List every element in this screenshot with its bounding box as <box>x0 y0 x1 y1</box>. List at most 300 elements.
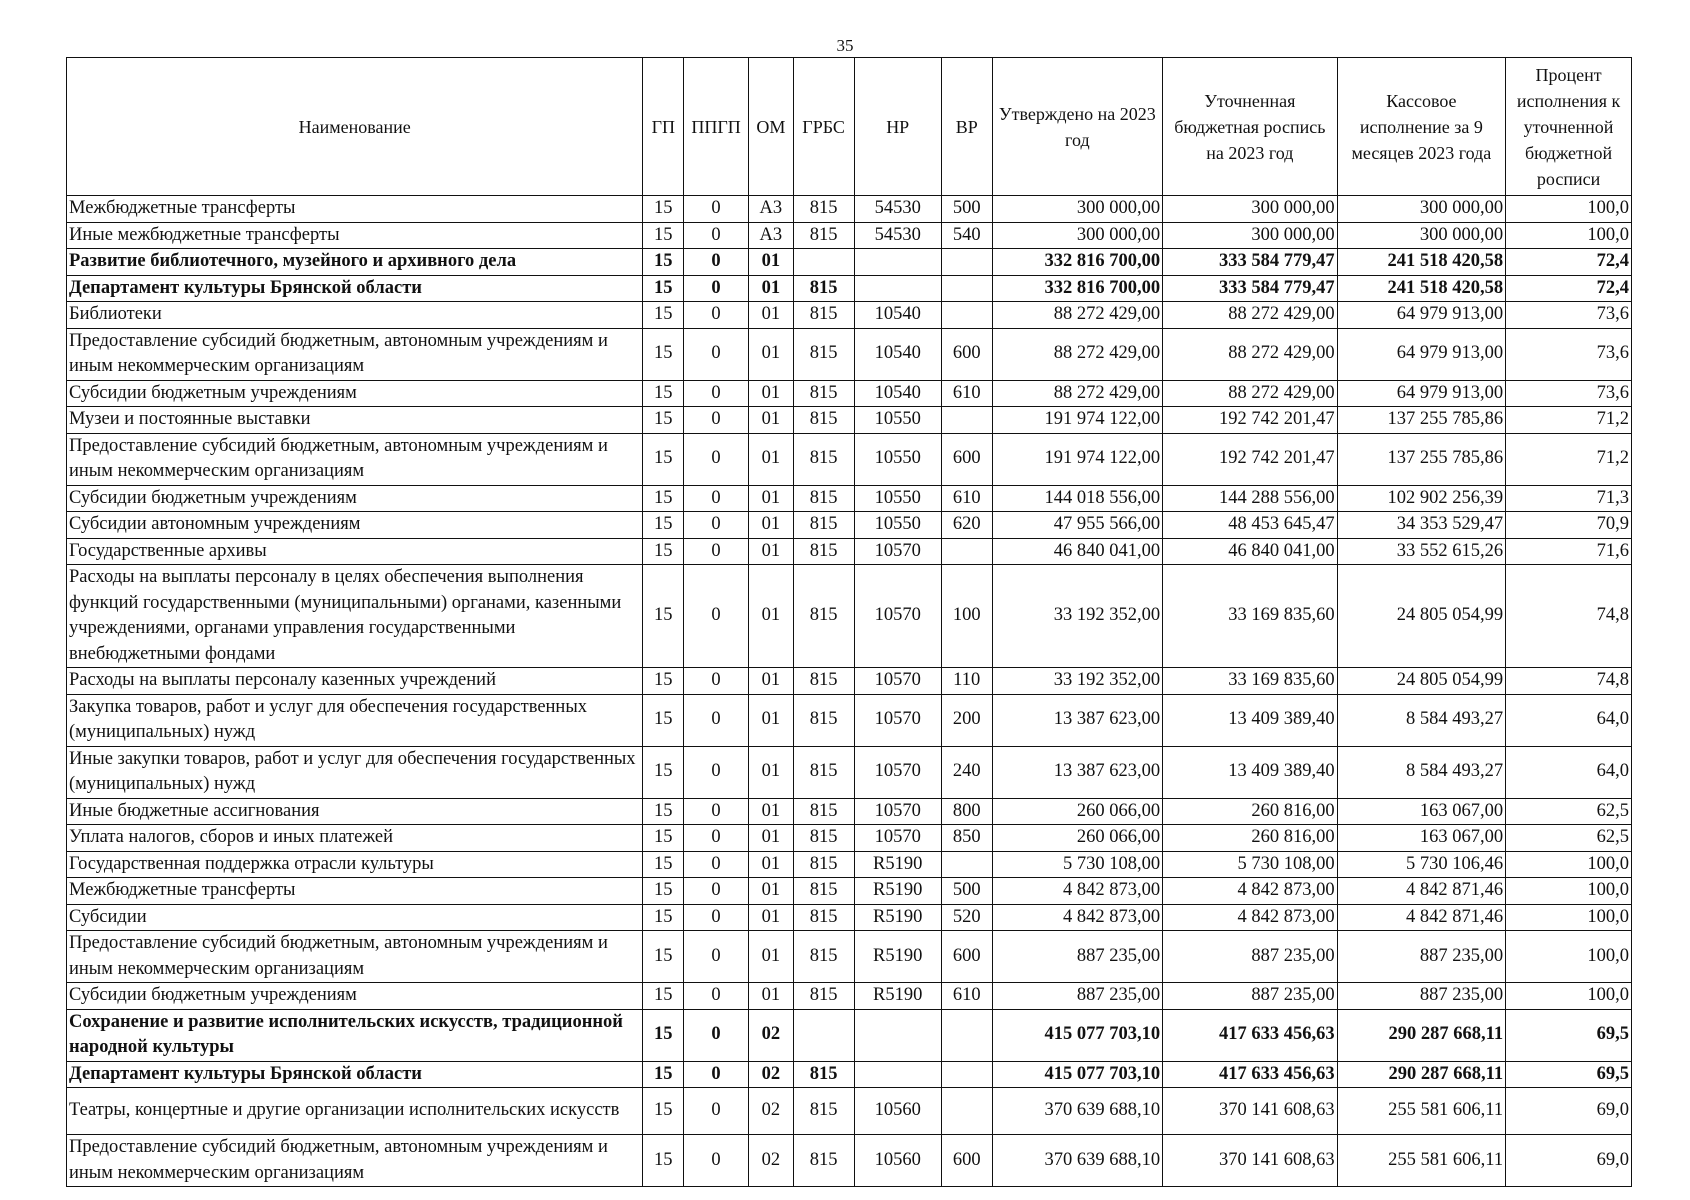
cell-percent: 100,0 <box>1506 983 1632 1010</box>
cell-refined: 88 272 429,00 <box>1163 328 1338 380</box>
table-row <box>67 851 1632 878</box>
cell-nr: R5190 <box>854 983 941 1010</box>
cell-refined: 192 742 201,47 <box>1163 433 1338 485</box>
cell-gp: 15 <box>643 1135 684 1187</box>
cell-percent: 73,6 <box>1506 302 1632 329</box>
table-row <box>67 512 1632 539</box>
cell-nr: R5190 <box>854 878 941 905</box>
cell-percent: 69,5 <box>1506 1009 1632 1061</box>
cell-ppgp: 0 <box>684 746 749 798</box>
cell-grbs: 815 <box>793 1135 854 1187</box>
table-row <box>67 249 1632 276</box>
cell-grbs: 815 <box>793 485 854 512</box>
cell-executed: 8 584 493,27 <box>1337 746 1505 798</box>
cell-approved: 13 387 623,00 <box>992 746 1163 798</box>
cell-om: 01 <box>749 249 794 276</box>
cell-om: 01 <box>749 485 794 512</box>
cell-approved: 5 730 108,00 <box>992 851 1163 878</box>
cell-nr: 10560 <box>854 1135 941 1187</box>
cell-nr: R5190 <box>854 851 941 878</box>
cell-vr: 600 <box>941 931 992 983</box>
cell-grbs: 815 <box>793 196 854 223</box>
cell-refined: 88 272 429,00 <box>1163 380 1338 407</box>
cell-executed: 300 000,00 <box>1337 196 1505 223</box>
table-row <box>67 1088 1632 1135</box>
cell-executed: 64 979 913,00 <box>1337 380 1505 407</box>
cell-executed: 4 842 871,46 <box>1337 904 1505 931</box>
cell-executed: 24 805 054,99 <box>1337 668 1505 695</box>
cell-refined: 33 169 835,60 <box>1163 565 1338 668</box>
cell-approved: 4 842 873,00 <box>992 904 1163 931</box>
cell-approved: 47 955 566,00 <box>992 512 1163 539</box>
cell-gp: 15 <box>643 798 684 825</box>
cell-name: Государственная поддержка отрасли культуры <box>67 851 643 878</box>
header-vr: ВР <box>941 58 992 196</box>
header-refined: Уточненная бюджетная роспись на 2023 год <box>1163 58 1338 196</box>
cell-refined: 260 816,00 <box>1163 825 1338 852</box>
cell-refined: 192 742 201,47 <box>1163 407 1338 434</box>
cell-om: 01 <box>749 433 794 485</box>
cell-om: 01 <box>749 931 794 983</box>
cell-percent: 72,4 <box>1506 249 1632 276</box>
cell-gp: 15 <box>643 302 684 329</box>
cell-ppgp: 0 <box>684 380 749 407</box>
cell-om: 01 <box>749 275 794 302</box>
cell-vr <box>941 275 992 302</box>
cell-executed: 34 353 529,47 <box>1337 512 1505 539</box>
cell-refined: 887 235,00 <box>1163 983 1338 1010</box>
cell-approved: 4 842 873,00 <box>992 878 1163 905</box>
table-row <box>67 1061 1632 1088</box>
cell-percent: 64,0 <box>1506 746 1632 798</box>
table-row <box>67 983 1632 1010</box>
cell-name: Иные межбюджетные трансферты <box>67 222 643 249</box>
cell-gp: 15 <box>643 878 684 905</box>
cell-vr <box>941 249 992 276</box>
cell-name: Уплата налогов, сборов и иных платежей <box>67 825 643 852</box>
header-nr: НР <box>854 58 941 196</box>
cell-approved: 33 192 352,00 <box>992 668 1163 695</box>
cell-grbs: 815 <box>793 275 854 302</box>
cell-nr: 10540 <box>854 328 941 380</box>
cell-vr <box>941 302 992 329</box>
cell-ppgp: 0 <box>684 222 749 249</box>
cell-vr: 600 <box>941 433 992 485</box>
cell-executed: 64 979 913,00 <box>1337 302 1505 329</box>
table-row <box>67 196 1632 223</box>
table-row <box>67 485 1632 512</box>
cell-vr: 500 <box>941 196 992 223</box>
table-row <box>67 798 1632 825</box>
cell-nr <box>854 275 941 302</box>
cell-percent: 100,0 <box>1506 878 1632 905</box>
cell-ppgp: 0 <box>684 538 749 565</box>
budget-execution-table <box>66 57 1632 1187</box>
cell-approved: 300 000,00 <box>992 222 1163 249</box>
cell-gp: 15 <box>643 851 684 878</box>
cell-grbs: 815 <box>793 851 854 878</box>
cell-percent: 62,5 <box>1506 798 1632 825</box>
cell-name: Субсидии <box>67 904 643 931</box>
cell-om: 01 <box>749 302 794 329</box>
cell-grbs: 815 <box>793 565 854 668</box>
cell-name: Субсидии бюджетным учреждениям <box>67 380 643 407</box>
table-row <box>67 328 1632 380</box>
cell-approved: 191 974 122,00 <box>992 433 1163 485</box>
cell-ppgp: 0 <box>684 433 749 485</box>
cell-om: 01 <box>749 538 794 565</box>
cell-approved: 46 840 041,00 <box>992 538 1163 565</box>
cell-percent: 73,6 <box>1506 328 1632 380</box>
cell-ppgp: 0 <box>684 328 749 380</box>
cell-refined: 417 633 456,63 <box>1163 1061 1338 1088</box>
cell-nr: 10570 <box>854 668 941 695</box>
cell-refined: 300 000,00 <box>1163 222 1338 249</box>
cell-approved: 88 272 429,00 <box>992 380 1163 407</box>
cell-vr: 110 <box>941 668 992 695</box>
cell-refined: 46 840 041,00 <box>1163 538 1338 565</box>
cell-nr: 10550 <box>854 485 941 512</box>
cell-ppgp: 0 <box>684 798 749 825</box>
cell-vr <box>941 1061 992 1088</box>
cell-gp: 15 <box>643 433 684 485</box>
cell-om: А3 <box>749 196 794 223</box>
cell-ppgp: 0 <box>684 825 749 852</box>
cell-vr: 850 <box>941 825 992 852</box>
cell-gp: 15 <box>643 407 684 434</box>
cell-approved: 260 066,00 <box>992 798 1163 825</box>
cell-name: Субсидии автономным учреждениям <box>67 512 643 539</box>
cell-vr: 610 <box>941 485 992 512</box>
cell-ppgp: 0 <box>684 485 749 512</box>
cell-om: 01 <box>749 407 794 434</box>
cell-name: Межбюджетные трансферты <box>67 196 643 223</box>
cell-vr: 610 <box>941 983 992 1010</box>
table-row <box>67 302 1632 329</box>
cell-name: Предоставление субсидий бюджетным, автономным учреждениям и иным некоммерческим организациям <box>67 1135 643 1187</box>
cell-ppgp: 0 <box>684 512 749 539</box>
cell-executed: 255 581 606,11 <box>1337 1088 1505 1135</box>
cell-ppgp: 0 <box>684 302 749 329</box>
cell-gp: 15 <box>643 538 684 565</box>
cell-name: Расходы на выплаты персоналу казенных учреждений <box>67 668 643 695</box>
cell-gp: 15 <box>643 694 684 746</box>
cell-approved: 415 077 703,10 <box>992 1061 1163 1088</box>
table-row <box>67 1009 1632 1061</box>
cell-gp: 15 <box>643 904 684 931</box>
cell-approved: 144 018 556,00 <box>992 485 1163 512</box>
cell-gp: 15 <box>643 983 684 1010</box>
cell-grbs <box>793 1009 854 1061</box>
cell-approved: 88 272 429,00 <box>992 302 1163 329</box>
cell-grbs: 815 <box>793 878 854 905</box>
cell-approved: 260 066,00 <box>992 825 1163 852</box>
cell-ppgp: 0 <box>684 668 749 695</box>
table-row <box>67 222 1632 249</box>
cell-vr <box>941 1009 992 1061</box>
table-body <box>67 196 1632 1187</box>
cell-vr: 520 <box>941 904 992 931</box>
header-gp: ГП <box>643 58 684 196</box>
cell-ppgp: 0 <box>684 694 749 746</box>
cell-vr: 540 <box>941 222 992 249</box>
cell-vr: 620 <box>941 512 992 539</box>
cell-executed: 241 518 420,58 <box>1337 275 1505 302</box>
cell-name: Субсидии бюджетным учреждениям <box>67 983 643 1010</box>
cell-gp: 15 <box>643 825 684 852</box>
cell-gp: 15 <box>643 931 684 983</box>
cell-vr: 600 <box>941 1135 992 1187</box>
cell-gp: 15 <box>643 380 684 407</box>
cell-ppgp: 0 <box>684 851 749 878</box>
cell-nr: 10560 <box>854 1088 941 1135</box>
cell-executed: 255 581 606,11 <box>1337 1135 1505 1187</box>
cell-approved: 332 816 700,00 <box>992 249 1163 276</box>
header-executed: Кассовое исполнение за 9 месяцев 2023 года <box>1337 58 1505 196</box>
cell-name: Предоставление субсидий бюджетным, автономным учреждениям и иным некоммерческим организациям <box>67 433 643 485</box>
cell-ppgp: 0 <box>684 1135 749 1187</box>
header-approved: Утверждено на 2023 год <box>992 58 1163 196</box>
cell-ppgp: 0 <box>684 931 749 983</box>
cell-approved: 13 387 623,00 <box>992 694 1163 746</box>
cell-name: Департамент культуры Брянской области <box>67 275 643 302</box>
cell-executed: 241 518 420,58 <box>1337 249 1505 276</box>
cell-om: 01 <box>749 380 794 407</box>
cell-nr: 10570 <box>854 694 941 746</box>
table-row <box>67 433 1632 485</box>
cell-grbs: 815 <box>793 746 854 798</box>
cell-om: 01 <box>749 694 794 746</box>
cell-refined: 417 633 456,63 <box>1163 1009 1338 1061</box>
cell-refined: 887 235,00 <box>1163 931 1338 983</box>
cell-name: Межбюджетные трансферты <box>67 878 643 905</box>
cell-grbs: 815 <box>793 407 854 434</box>
cell-gp: 15 <box>643 485 684 512</box>
table-row <box>67 275 1632 302</box>
cell-percent: 69,0 <box>1506 1135 1632 1187</box>
cell-executed: 24 805 054,99 <box>1337 565 1505 668</box>
cell-gp: 15 <box>643 565 684 668</box>
cell-gp: 15 <box>643 1009 684 1061</box>
cell-vr <box>941 851 992 878</box>
cell-name: Театры, концертные и другие организации исполнительских искусств <box>67 1088 643 1135</box>
cell-executed: 163 067,00 <box>1337 825 1505 852</box>
cell-nr: 10540 <box>854 302 941 329</box>
cell-executed: 102 902 256,39 <box>1337 485 1505 512</box>
cell-gp: 15 <box>643 249 684 276</box>
cell-executed: 887 235,00 <box>1337 931 1505 983</box>
page-number: 35 <box>836 36 854 55</box>
cell-om: 01 <box>749 565 794 668</box>
cell-percent: 71,3 <box>1506 485 1632 512</box>
cell-name: Закупка товаров, работ и услуг для обеспечения государственных (муниципальных) нужд <box>67 694 643 746</box>
cell-vr: 600 <box>941 328 992 380</box>
cell-percent: 71,2 <box>1506 407 1632 434</box>
cell-executed: 33 552 615,26 <box>1337 538 1505 565</box>
cell-nr: 10570 <box>854 565 941 668</box>
cell-grbs: 815 <box>793 694 854 746</box>
cell-approved: 191 974 122,00 <box>992 407 1163 434</box>
cell-name: Расходы на выплаты персоналу в целях обеспечения выполнения функций государственными (муниципальными) органами, казенными учреждениями, органами управления государственными внебюджетными фондами <box>67 565 643 668</box>
cell-gp: 15 <box>643 1061 684 1088</box>
cell-grbs: 815 <box>793 983 854 1010</box>
cell-grbs: 815 <box>793 222 854 249</box>
cell-om: 02 <box>749 1088 794 1135</box>
cell-percent: 100,0 <box>1506 196 1632 223</box>
table-row <box>67 904 1632 931</box>
cell-ppgp: 0 <box>684 249 749 276</box>
cell-grbs: 815 <box>793 904 854 931</box>
cell-percent: 73,6 <box>1506 380 1632 407</box>
cell-vr: 200 <box>941 694 992 746</box>
cell-refined: 48 453 645,47 <box>1163 512 1338 539</box>
cell-grbs: 815 <box>793 798 854 825</box>
cell-refined: 260 816,00 <box>1163 798 1338 825</box>
cell-refined: 333 584 779,47 <box>1163 275 1338 302</box>
cell-nr <box>854 1009 941 1061</box>
cell-refined: 33 169 835,60 <box>1163 668 1338 695</box>
table-row <box>67 565 1632 668</box>
cell-grbs: 815 <box>793 380 854 407</box>
cell-percent: 100,0 <box>1506 904 1632 931</box>
cell-grbs: 815 <box>793 668 854 695</box>
header-om: ОМ <box>749 58 794 196</box>
cell-refined: 370 141 608,63 <box>1163 1135 1338 1187</box>
cell-om: 01 <box>749 851 794 878</box>
cell-name: Государственные архивы <box>67 538 643 565</box>
cell-gp: 15 <box>643 196 684 223</box>
cell-approved: 88 272 429,00 <box>992 328 1163 380</box>
cell-gp: 15 <box>643 222 684 249</box>
cell-grbs: 815 <box>793 328 854 380</box>
cell-om: 01 <box>749 746 794 798</box>
header-percent: Процент исполнения к уточненной бюджетной росписи <box>1506 58 1632 196</box>
cell-grbs: 815 <box>793 931 854 983</box>
cell-refined: 144 288 556,00 <box>1163 485 1338 512</box>
cell-grbs: 815 <box>793 433 854 485</box>
cell-percent: 74,8 <box>1506 565 1632 668</box>
cell-refined: 300 000,00 <box>1163 196 1338 223</box>
header-name: Наименование <box>67 58 643 196</box>
cell-executed: 64 979 913,00 <box>1337 328 1505 380</box>
cell-name: Сохранение и развитие исполнительских искусств, традиционной народной культуры <box>67 1009 643 1061</box>
cell-percent: 69,5 <box>1506 1061 1632 1088</box>
cell-executed: 137 255 785,86 <box>1337 407 1505 434</box>
cell-ppgp: 0 <box>684 1061 749 1088</box>
cell-ppgp: 0 <box>684 275 749 302</box>
cell-ppgp: 0 <box>684 904 749 931</box>
cell-refined: 333 584 779,47 <box>1163 249 1338 276</box>
cell-approved: 887 235,00 <box>992 983 1163 1010</box>
cell-om: 01 <box>749 668 794 695</box>
cell-executed: 163 067,00 <box>1337 798 1505 825</box>
cell-executed: 5 730 106,46 <box>1337 851 1505 878</box>
table-row <box>67 668 1632 695</box>
cell-name: Развитие библиотечного, музейного и архивного дела <box>67 249 643 276</box>
cell-approved: 332 816 700,00 <box>992 275 1163 302</box>
cell-gp: 15 <box>643 1088 684 1135</box>
cell-om: А3 <box>749 222 794 249</box>
cell-percent: 100,0 <box>1506 851 1632 878</box>
cell-ppgp: 0 <box>684 878 749 905</box>
header-ppgp: ППГП <box>684 58 749 196</box>
cell-percent: 100,0 <box>1506 222 1632 249</box>
cell-vr: 800 <box>941 798 992 825</box>
cell-nr: 10550 <box>854 407 941 434</box>
cell-percent: 71,2 <box>1506 433 1632 485</box>
cell-approved: 300 000,00 <box>992 196 1163 223</box>
cell-percent: 62,5 <box>1506 825 1632 852</box>
table-row <box>67 825 1632 852</box>
cell-nr: 10550 <box>854 433 941 485</box>
table-row <box>67 380 1632 407</box>
cell-nr: 54530 <box>854 196 941 223</box>
table-row <box>67 746 1632 798</box>
cell-gp: 15 <box>643 512 684 539</box>
table-row <box>67 407 1632 434</box>
cell-ppgp: 0 <box>684 1088 749 1135</box>
cell-nr: 54530 <box>854 222 941 249</box>
cell-approved: 33 192 352,00 <box>992 565 1163 668</box>
cell-om: 01 <box>749 878 794 905</box>
cell-executed: 137 255 785,86 <box>1337 433 1505 485</box>
cell-executed: 8 584 493,27 <box>1337 694 1505 746</box>
cell-refined: 4 842 873,00 <box>1163 904 1338 931</box>
cell-vr: 240 <box>941 746 992 798</box>
cell-name: Иные закупки товаров, работ и услуг для обеспечения государственных (муниципальных) нужд <box>67 746 643 798</box>
cell-executed: 887 235,00 <box>1337 983 1505 1010</box>
cell-om: 01 <box>749 512 794 539</box>
table-row <box>67 878 1632 905</box>
cell-vr <box>941 407 992 434</box>
cell-name: Музеи и постоянные выставки <box>67 407 643 434</box>
cell-approved: 370 639 688,10 <box>992 1135 1163 1187</box>
cell-refined: 13 409 389,40 <box>1163 694 1338 746</box>
cell-refined: 88 272 429,00 <box>1163 302 1338 329</box>
cell-name: Департамент культуры Брянской области <box>67 1061 643 1088</box>
cell-percent: 64,0 <box>1506 694 1632 746</box>
cell-grbs <box>793 249 854 276</box>
cell-executed: 300 000,00 <box>1337 222 1505 249</box>
cell-ppgp: 0 <box>684 983 749 1010</box>
cell-vr <box>941 538 992 565</box>
cell-grbs: 815 <box>793 302 854 329</box>
table-row <box>67 931 1632 983</box>
cell-ppgp: 0 <box>684 196 749 223</box>
cell-ppgp: 0 <box>684 565 749 668</box>
table-row <box>67 538 1632 565</box>
cell-grbs: 815 <box>793 1088 854 1135</box>
cell-refined: 5 730 108,00 <box>1163 851 1338 878</box>
cell-nr: R5190 <box>854 931 941 983</box>
table-row <box>67 1135 1632 1187</box>
cell-om: 01 <box>749 904 794 931</box>
cell-om: 02 <box>749 1061 794 1088</box>
cell-refined: 13 409 389,40 <box>1163 746 1338 798</box>
cell-approved: 887 235,00 <box>992 931 1163 983</box>
cell-om: 01 <box>749 328 794 380</box>
cell-nr: 10570 <box>854 825 941 852</box>
cell-om: 01 <box>749 983 794 1010</box>
cell-vr: 100 <box>941 565 992 668</box>
cell-nr: 10570 <box>854 538 941 565</box>
table-row <box>67 694 1632 746</box>
cell-nr: 10570 <box>854 798 941 825</box>
cell-vr <box>941 1088 992 1135</box>
cell-name: Субсидии бюджетным учреждениям <box>67 485 643 512</box>
cell-nr: R5190 <box>854 904 941 931</box>
cell-approved: 370 639 688,10 <box>992 1088 1163 1135</box>
